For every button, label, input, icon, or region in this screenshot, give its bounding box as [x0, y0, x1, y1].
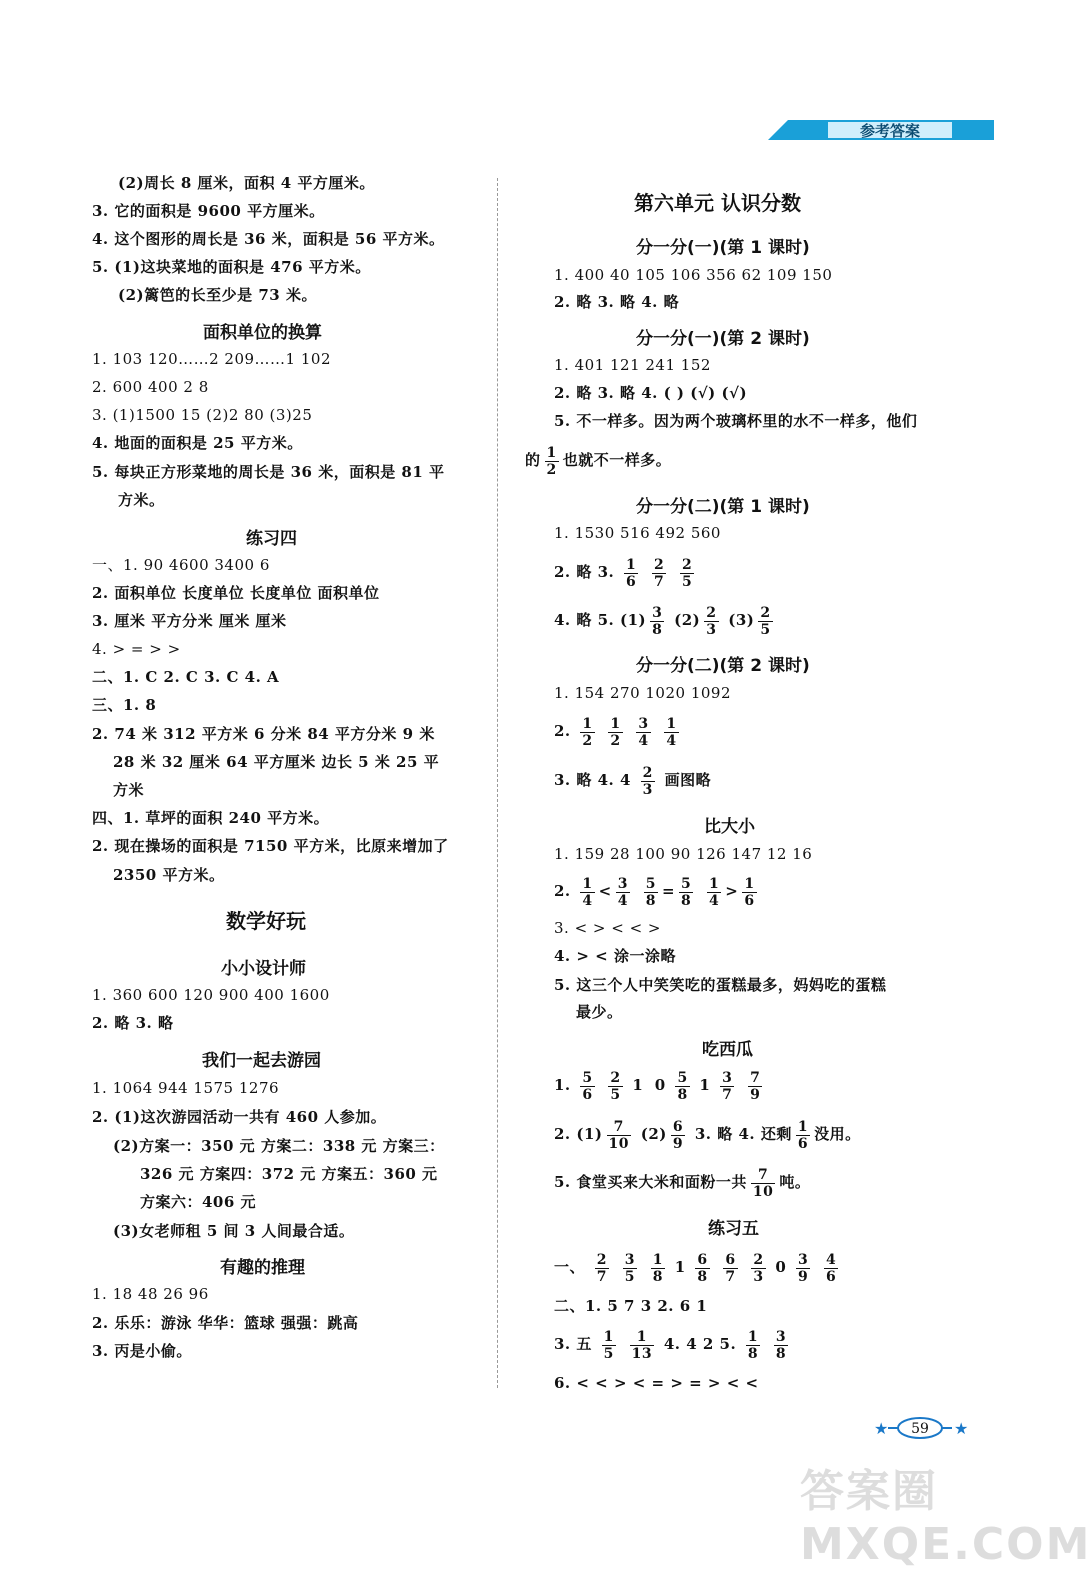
fraction: $\frac{5}{8}$	[645, 875, 656, 909]
text-line: 1. 401 121 241 152	[554, 356, 711, 374]
fraction: $\frac{3}{8}$	[775, 1328, 787, 1362]
text-line	[554, 1322, 792, 1366]
section-heading: 分一分(一)(第 1 课时)	[636, 238, 810, 258]
text-line: (2)周长 8 厘米，面积 4 平方厘米。	[118, 174, 375, 192]
fraction: $\frac{3}{8}$	[652, 604, 663, 638]
symbol: >	[725, 882, 739, 900]
text-segment: 画图略	[664, 771, 712, 789]
number: 0	[775, 1258, 787, 1276]
chapter-heading: 第六单元 认识分数	[634, 191, 801, 215]
star-icon: ★	[874, 1419, 889, 1438]
fraction: $\frac{2}{5}$	[681, 556, 693, 590]
text-segment: 2. 略 3.	[554, 563, 615, 581]
fraction: $\frac{1}{2}$	[610, 715, 621, 749]
text-line: 三、1. 8	[92, 696, 157, 714]
fraction: $\frac{1}{6}$	[744, 875, 755, 909]
fraction: $\frac{2}{5}$	[760, 604, 771, 638]
banner-title: 参考答案	[859, 122, 921, 140]
text-line	[525, 438, 671, 482]
section-heading: 吃西瓜	[702, 1040, 753, 1060]
fraction: $\frac{5}{8}$	[677, 1069, 688, 1103]
text-segment: 2. (1)	[554, 1125, 603, 1143]
fraction: $\frac{4}{6}$	[825, 1251, 837, 1285]
text-line: 2. 74 米 312 平方米 6 分米 84 平方分米 9 米	[92, 725, 435, 743]
text-line: 2. 600 400 2 8	[92, 378, 209, 396]
text-segment: 2.	[554, 722, 571, 740]
page-number: 59	[911, 1421, 929, 1437]
fraction: $\frac{1}{8}$	[747, 1328, 759, 1362]
fraction: $\frac{1}{2}$	[546, 444, 557, 478]
fraction: $\frac{1}{4}$	[582, 875, 593, 909]
fraction: $\frac{2}{3}$	[753, 1251, 764, 1285]
fraction: $\frac{1}{8}$	[652, 1251, 663, 1285]
text-segment: 3. 略 4. 4	[554, 771, 631, 789]
page-number-badge	[868, 1416, 978, 1440]
text-line: 1. 1064 944 1575 1276	[92, 1079, 280, 1097]
text-line: 方米	[113, 781, 145, 799]
text-segment: 吨。	[779, 1173, 811, 1191]
text-line: 方米。	[118, 491, 165, 509]
text-segment: 2.	[554, 882, 571, 900]
text-line: 4. > < 涂一涂略	[554, 947, 676, 965]
text-line: 3. < > < < >	[554, 919, 661, 937]
text-segment: 也就不一样多。	[562, 451, 672, 469]
fraction: $\frac{3}{4}$	[617, 875, 628, 909]
answer-banner	[768, 118, 994, 142]
text-line: 2. 略 3. 略 4. 略	[554, 293, 680, 311]
fraction: $\frac{1}{6}$	[797, 1118, 809, 1152]
text-line: 2. 面积单位 长度单位 长度单位 面积单位	[92, 584, 380, 602]
fraction: $\frac{3}{5}$	[624, 1251, 635, 1285]
fraction: $\frac{3}{4}$	[638, 715, 649, 749]
fraction: $\frac{2}{3}$	[706, 604, 717, 638]
section-heading: 比大小	[704, 817, 755, 837]
text-line: 1. 360 600 120 900 400 1600	[92, 986, 330, 1004]
section-heading: 小小设计师	[221, 959, 306, 979]
text-line: 二、1. C 2. C 3. C 4. A	[92, 668, 280, 686]
text-line: 4. 这个图形的周长是 36 米，面积是 56 平方米。	[92, 230, 445, 248]
fraction: $\frac{5}{8}$	[681, 875, 692, 909]
fraction: $\frac{2}{7}$	[653, 556, 665, 590]
fraction: $\frac{6}{7}$	[725, 1251, 736, 1285]
fraction: $\frac{6}{8}$	[697, 1251, 708, 1285]
text-line: 4. 地面的面积是 25 平方米。	[92, 434, 303, 452]
text-line: 5. 每块正方形菜地的周长是 36 米，面积是 81 平	[92, 463, 445, 481]
text-line: (2)篱笆的长至少是 73 米。	[118, 286, 317, 304]
text-line: 方案六：406 元	[140, 1193, 257, 1211]
text-segment: 5. 食堂买来大米和面粉一共	[554, 1173, 747, 1191]
text-line: 2. 现在操场的面积是 7150 平方米，比原来增加了	[92, 837, 449, 855]
section-heading: 练习四	[246, 529, 297, 549]
section-heading: 我们一起去游园	[202, 1051, 321, 1071]
text-segment: 3. 略 4. 还剩	[694, 1125, 792, 1143]
chapter-heading: 数学好玩	[226, 909, 306, 933]
text-line	[554, 1063, 766, 1107]
fraction: $\frac{6}{9}$	[672, 1118, 684, 1152]
number: 1	[674, 1258, 686, 1276]
text-segment: 4. 4 2 5.	[663, 1335, 737, 1353]
text-line	[554, 1112, 861, 1156]
text-line	[554, 1160, 810, 1204]
text-line: (2)方案一：350 元 方案二：338 元 方案三：	[113, 1137, 445, 1155]
text-line	[554, 709, 683, 753]
text-line: 4. > = > >	[92, 640, 181, 658]
text-segment: (2)	[674, 611, 701, 629]
section-heading: 面积单位的换算	[203, 323, 322, 343]
symbol: =	[661, 882, 676, 900]
fraction: $\frac{1}{5}$	[603, 1328, 614, 1362]
text-line	[554, 598, 777, 642]
text-line: 3. (1)1500 15 (2)2 80 (3)25	[92, 406, 313, 424]
text-line: 2. (1)这次游园活动一共有 460 人参加。	[92, 1108, 387, 1126]
text-line: 3. 它的面积是 9600 平方厘米。	[92, 202, 325, 220]
text-line: 3. 厘米 平方分米 厘米 厘米	[92, 612, 287, 630]
text-segment: 4. 略 5. (1)	[554, 611, 647, 629]
number: 1	[632, 1076, 644, 1094]
text-line: 1. 18 48 26 96	[92, 1285, 209, 1303]
text-line: 2. 略 3. 略 4. ( ) (√) (√)	[554, 384, 748, 402]
text-line: 5. (1)这块菜地的面积是 476 平方米。	[92, 258, 371, 276]
number: 0	[654, 1076, 666, 1094]
fraction: $\frac{1}{4}$	[709, 875, 720, 909]
fraction: $\frac{2}{3}$	[642, 764, 653, 798]
text-segment: 3. 五	[554, 1335, 592, 1353]
fraction: $\frac{7}{9}$	[750, 1069, 761, 1103]
text-line	[554, 758, 711, 802]
text-segment: 1.	[554, 1076, 571, 1094]
text-segment: (2)	[640, 1125, 667, 1143]
fraction: $\frac{1}{13}$	[631, 1328, 653, 1362]
fraction: $\frac{3}{7}$	[722, 1069, 733, 1103]
text-line: 5. 不一样多。因为两个玻璃杯里的水不一样多，他们	[554, 412, 918, 430]
text-line	[554, 869, 761, 913]
text-line: 6. < < > < = > = > < <	[554, 1374, 759, 1392]
column-divider	[497, 178, 498, 1388]
fraction: $\frac{2}{7}$	[596, 1251, 607, 1285]
text-line: 1. 103 120……2 209……1 102	[92, 350, 331, 368]
text-line: 1. 1530 516 492 560	[554, 524, 721, 542]
text-line: 326 元 方案四：372 元 方案五：360 元	[140, 1165, 438, 1183]
text-line: 3. 丙是小偷。	[92, 1342, 192, 1360]
text-line: 最少。	[576, 1003, 623, 1021]
text-line: (3)女老师租 5 间 3 人间最合适。	[113, 1222, 355, 1240]
text-segment: 一、	[554, 1258, 586, 1276]
text-line: 1. 154 270 1020 1092	[554, 684, 731, 702]
fraction: $\frac{1}{2}$	[582, 715, 593, 749]
text-line: 2. 略 3. 略	[92, 1014, 174, 1032]
star-icon: ★	[954, 1419, 969, 1438]
section-heading: 分一分(二)(第 1 课时)	[636, 497, 810, 517]
text-line: 1. 400 40 105 106 356 62 109 150	[554, 266, 833, 284]
text-line	[554, 1245, 842, 1289]
text-line	[554, 550, 698, 594]
text-segment: 的	[525, 451, 541, 469]
text-line: 28 米 32 厘米 64 平方厘米 边长 5 米 25 平	[113, 753, 440, 771]
section-heading: 分一分(二)(第 2 课时)	[636, 656, 810, 676]
text-line: 1. 159 28 100 90 126 147 12 16	[554, 845, 813, 863]
text-line: 2. 乐乐：游泳 华华：篮球 强强：跳高	[92, 1314, 359, 1332]
section-heading: 练习五	[708, 1219, 759, 1239]
watermark: 答案圈 MXQE.COM	[800, 1466, 1091, 1570]
fraction: $\frac{7}{10}$	[752, 1166, 774, 1200]
section-heading: 有趣的推理	[220, 1258, 305, 1278]
symbol: <	[598, 882, 612, 900]
text-segment: (3)	[728, 611, 755, 629]
text-line: 一、1. 90 4600 3400 6	[92, 556, 270, 574]
fraction: $\frac{2}{5}$	[610, 1069, 621, 1103]
text-line: 5. 这三个人中笑笑吃的蛋糕最多，妈妈吃的蛋糕	[554, 976, 887, 994]
fraction: $\frac{3}{9}$	[798, 1251, 809, 1285]
number: 1	[699, 1076, 711, 1094]
text-segment: 没用。	[814, 1125, 861, 1143]
text-line: 四、1. 草坪的面积 240 平方米。	[92, 809, 330, 827]
fraction: $\frac{5}{6}$	[582, 1069, 593, 1103]
section-heading: 分一分(一)(第 2 课时)	[636, 329, 810, 349]
fraction: $\frac{7}{10}$	[608, 1118, 629, 1152]
text-line: 二、1. 5 7 3 2. 6 1	[554, 1297, 708, 1315]
fraction: $\frac{1}{4}$	[666, 715, 677, 749]
fraction: $\frac{1}{6}$	[626, 556, 637, 590]
text-line: 2350 平方米。	[113, 866, 225, 884]
